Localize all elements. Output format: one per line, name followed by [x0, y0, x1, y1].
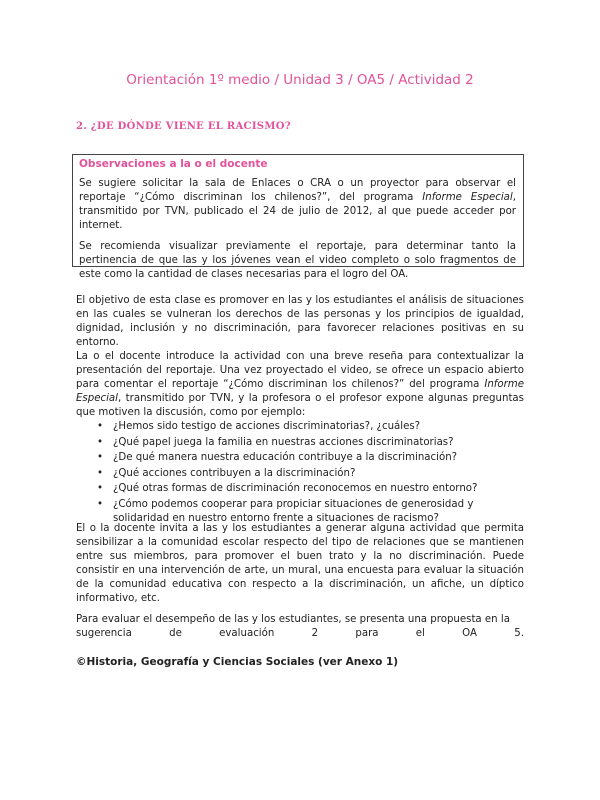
section-title: 2. ¿DE DÓNDE VIENE EL RACISMO? [76, 121, 291, 132]
observations-paragraph-1: Se sugiere solicitar la sala de Enlaces o CRA o un proyector para observar el reportaje “¿Cómo discriminan los chilenos?”, del programa Informe Especial, transmitido por TVN, publicado el 24 de julio de 2012, al que puede acceder por internet. [79, 178, 516, 231]
source-reference: ©Historia, Geografía y Ciencias Sociales (ver Anexo 1) [76, 656, 399, 668]
list-item: • ¿Qué papel juega la familia en nuestras acciones discriminatorias? [97, 436, 454, 448]
observations-title: Observaciones a la o el docente [79, 158, 268, 170]
evaluation-paragraph: Para evaluar el desempeño de las y los estudiantes, se presenta una propuesta en la sugerencia de evaluación 2 para el OA 5. [76, 614, 524, 639]
activity-paragraph: El o la docente invita a las y los estudiantes a generar alguna actividad que permita sensibilizar a la comunidad escolar respecto del tipo de relaciones que se mantienen entre sus miembros, para promover el buen trato y la no discriminación. Puede consistir en una intervención de arte, un mural, una encuesta para evaluar la situación de la comunidad educativa con respecto a la discriminación, un afiche, un díptico informativo, etc. [76, 523, 524, 604]
bullet-icon: • [97, 421, 104, 432]
intro-paragraph: La o el docente introduce la actividad con una breve reseña para contextualizar la presentación del reportaje. Una vez proyectado el video, se ofrece un espacio abierto para comentar el reportaje “¿Cómo discriminan los chilenos?” del programa Informe Especial, transmitido por TVN, y la profesora o el profesor expone algunas preguntas que motiven la discusión, como por ejemplo: [76, 351, 524, 418]
observations-paragraph-2: Se recomienda visualizar previamente el reportaje, para determinar tanto la pertinencia de que las y los jóvenes vean el video completo o solo fragmentos de este como la cantidad de clases necesarias para el logro del OA. [79, 241, 516, 280]
list-item: • ¿Cómo podemos cooperar para propiciar situaciones de generosidad y solidaridad en nuestro entorno frente a situaciones de racismo? [97, 498, 474, 524]
discussion-questions-list [97, 420, 527, 527]
list-item: • ¿Qué acciones contribuyen a la discriminación? [97, 467, 356, 479]
bullet-icon: • [97, 483, 104, 494]
list-item: • ¿De qué manera nuestra educación contribuye a la discriminación? [97, 452, 458, 463]
teacher-observations-box [72, 154, 524, 280]
page-header: Orientación 1º medio / Unidad 3 / OA5 / Actividad 2 [126, 72, 474, 88]
bullet-icon: • [97, 467, 104, 479]
evaluation-line-2: sugerencia de evaluación 2 para el OA 5. [76, 628, 524, 639]
objective-paragraph: El objetivo de esta clase es promover en las y los estudiantes el análisis de situaciones en las cuales se vulneran los derechos de las personas y los principios de igualdad, dignidad, inclusión y no discriminación, para favorecer relaciones positivas en su entorno. [76, 295, 524, 348]
bullet-icon: • [97, 436, 104, 448]
list-item: • ¿Qué otras formas de discriminación reconocemos en nuestro entorno? [97, 483, 478, 494]
list-item: • ¿Hemos sido testigo de acciones discriminatorias?, ¿cuáles? [97, 421, 421, 432]
bullet-icon: • [97, 498, 104, 510]
bullet-icon: • [97, 452, 104, 463]
